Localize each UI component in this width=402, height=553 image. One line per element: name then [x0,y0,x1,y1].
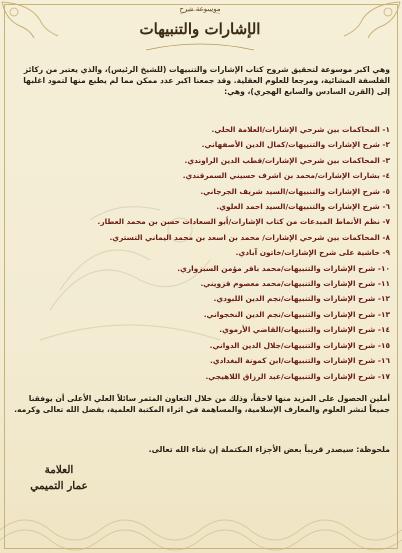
list-item: ١٣- شرح الإشارات والتنبيهات/نجم الدين النخجواني. [203,309,390,319]
signature-title: العلامة [44,464,74,476]
list-item: ٨- المحاكمات بين شرحي الإشارات/ محمد بن اسعد بن محمد اليماني التستري. [109,232,390,242]
works-list [14,122,390,384]
list-item: ١٧- شرح الإشارات والتنبيهات/عبد الرزاق اللاهيجي. [205,371,390,381]
list-item: ١- المحاكمات بين شرحي الإشارات/العلامة الحلي. [211,125,390,134]
list-item: ١٠- شرح الإشارات والتنبيهات/محمد باقر مؤمن السبزواري. [177,263,390,273]
corner-ornament-right [342,0,402,40]
list-item: ٧- نظم الأنماط المبدعات من كتاب الإشارات/أبو السعادات حسن بن محمد العطار. [97,217,390,227]
list-item: ٩- حاشية على شرح الإشارات/خاتون آبادي. [235,248,390,258]
intro-paragraph: وهي اكبر موسوعة لتحقيق شروح كتاب الإشارات والتنبيهات (للشيخ الرئيس)، والذي يعتبر من ركائز الفلسفة المشائية، ومرجعا للعلوم العقلية. وقد جمعنا اكبر عدد ممكن مما لم يطبع منها لتمود اغلبها إلى (القرن السادس والسابع الهجري)، وهي: [23,65,390,96]
closing-paragraph: أملين الحصول على المزيد منها لاحقاً، وذلك من خلال التعاون المثمر سائلاً العلي الأعلى أن يوفقنا جميعاً لنشر العلوم والمعارف الإسلامية، والمساهمة في اثراء المكتبة العلمية، بفضل الله تعالى وكرمه. [14,394,390,414]
header-subtitle: موسوعة شرح [179,5,221,13]
list-item: ٣- المحاكمات بين شرحي الإشارات/قطب الدين الراوندي. [184,155,390,165]
corner-ornament-left [0,0,60,40]
list-item: ١٦- شرح الإشارات والتنبيهات/ابن كمونة البغدادي. [210,356,390,366]
list-item: ٢- شرح الإشارات والتنبيهات/كمال الدين الأصفهاني. [201,140,390,150]
signature-name: عمار التميمي [30,480,88,492]
signature-block [14,462,104,494]
list-item: ١٢- شرح الإشارات والتنبيهات/نجم الدين اللبودي. [213,294,390,304]
list-item: ٥- شرح الإشارات والتنبيهات/السيد شريف الجرجاني. [200,186,390,196]
list-item: ٦- شرح الإشارات والتنبيهات/السيد احمد العلوي. [216,202,390,212]
list-item: ١١- شرح الإشارات والتنبيهات/محمد معصوم قزويني. [200,279,390,289]
footer-ornament [0,510,402,553]
note-text: ملحوظة: سيصدر قريباً بعض الأجزاء المكتملة إن شاء الله تعالى. [148,445,390,454]
header-title: الإشارات والتنبيهات [139,20,261,38]
list-item: ١٥- شرح الإشارات والتنبيهات/جلال الدين الدواني. [209,340,390,350]
list-item: ١٤- شرح الإشارات والتنبيهات/القاضي الأرموي. [219,325,390,335]
list-item: ٤- بشارات الإشارات/محمد بن اشرف حسيني السمرقندي. [182,171,390,181]
